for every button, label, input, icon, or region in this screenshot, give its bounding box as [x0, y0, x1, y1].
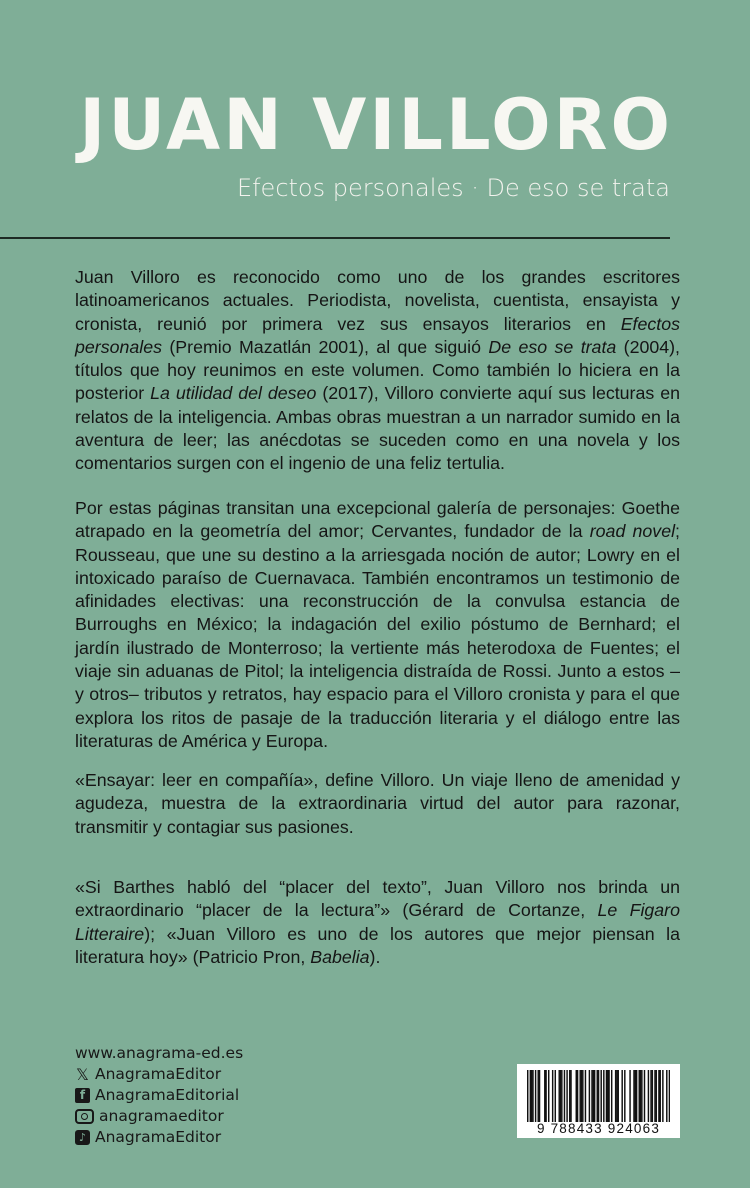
- facebook-handle: AnagramaEditorial: [95, 1086, 240, 1104]
- barcode-bar: [593, 1070, 594, 1122]
- isbn-number: 9 788433 924063: [536, 1121, 661, 1136]
- barcode-bar: [658, 1070, 659, 1122]
- barcode-bar: [650, 1070, 651, 1122]
- barcode-bar: [591, 1070, 592, 1122]
- barcode-bar: [603, 1070, 604, 1122]
- barcode-bar: [579, 1070, 580, 1122]
- barcode-bar: [615, 1070, 616, 1122]
- barcode-bar: [635, 1070, 636, 1122]
- barcode-bar: [600, 1070, 601, 1122]
- instagram-handle: anagramaeditor: [99, 1107, 224, 1125]
- x-icon: 𝕏: [76, 1065, 89, 1084]
- barcode-bar: [561, 1070, 562, 1122]
- barcode-bar: [538, 1070, 539, 1122]
- barcode-bar: [669, 1070, 670, 1122]
- instagram-icon: [75, 1109, 94, 1124]
- x-handle: AnagramaEditor: [95, 1065, 222, 1083]
- barcode-bar: [566, 1070, 567, 1122]
- barcode-bar: [564, 1070, 565, 1122]
- barcode-bar: [660, 1070, 661, 1122]
- publisher-contacts: [75, 1043, 243, 1148]
- barcode-bar: [597, 1070, 598, 1122]
- barcode-bar: [662, 1070, 663, 1122]
- barcode-bar: [532, 1070, 533, 1122]
- barcode-bar: [589, 1070, 590, 1122]
- barcode-bar: [577, 1070, 578, 1122]
- barcode-bar: [582, 1070, 583, 1122]
- barcode-bar: [621, 1070, 622, 1122]
- facebook-account[interactable]: [75, 1085, 243, 1106]
- barcode-bar: [531, 1070, 532, 1122]
- barcode-bar: [539, 1070, 540, 1122]
- barcode-bar: [570, 1070, 571, 1122]
- author-name: JUAN VILLORO: [79, 84, 673, 166]
- barcode-bar: [648, 1070, 649, 1122]
- barcode-bar: [641, 1070, 642, 1122]
- isbn-barcode: [517, 1064, 680, 1138]
- barcode-bar: [598, 1070, 599, 1122]
- tiktok-account[interactable]: [75, 1127, 243, 1148]
- barcode-bar: [581, 1070, 582, 1122]
- barcode-bar: [633, 1070, 634, 1122]
- x-account[interactable]: [75, 1064, 243, 1085]
- barcode-bar: [636, 1070, 637, 1122]
- barcode-bar: [544, 1070, 545, 1122]
- barcode-bar: [569, 1070, 570, 1122]
- barcode-bar: [560, 1070, 561, 1122]
- barcode-bar: [639, 1070, 640, 1122]
- barcode-bar: [644, 1070, 645, 1122]
- press-quotes: «Si Barthes habló del “placer del texto”, Juan Villoro nos brinda un extraordinario “placer de la lectura”» (Gérard de Cortanze, Le Figaro Litteraire); «Juan Villoro es uno de los autores que mejor piensan la literatura hoy» (Patricio Pron, Babelia).: [75, 877, 680, 967]
- facebook-icon: f: [75, 1088, 90, 1103]
- barcode-bar: [640, 1070, 641, 1122]
- barcode-bar: [656, 1070, 657, 1122]
- barcode-bar: [535, 1070, 536, 1122]
- barcode-bar: [607, 1070, 608, 1122]
- barcode-bar: [576, 1070, 577, 1122]
- website-label: www.anagrama-ed.es: [75, 1044, 244, 1062]
- instagram-account[interactable]: [75, 1106, 243, 1127]
- website-link[interactable]: [75, 1043, 243, 1064]
- barcode-bar: [585, 1070, 586, 1122]
- barcode-bar: [530, 1070, 531, 1122]
- barcode-bar: [618, 1070, 619, 1122]
- barcode-bars: [527, 1070, 670, 1122]
- barcode-bar: [666, 1070, 667, 1122]
- barcode-bar: [548, 1070, 549, 1122]
- synopsis-paragraph-2: Por estas páginas transitan una excepcional galería de personajes: Goethe atrapado en la geometría del amor; Cervantes, fundador de la road novel; Rousseau, que une su destino a la arriesgada noción de autor; Lowry en el intoxicado paraíso de Cuernavaca. También encontramos un testimonio de afinidades electivas: una reconstrucción de la convulsa estancia de Burroughs en México; la indagación del exilio póstumo de Bernhard; el jardín ilustrado de Monterroso; la vertiente más heterodoxa de Fuentes; el viaje sin aduanas de Pitol; la inteligencia distraída de Rossi. Junto a estos –y otros– tributos y retratos, hay espacio para el Villoro cronista y para el que explora los ritos de pasaje de la traducción literaria y el diálogo entre las literaturas de América y Europa.: [75, 498, 680, 751]
- barcode-bar: [545, 1070, 546, 1122]
- barcode-bar: [652, 1070, 653, 1122]
- barcode-bar: [654, 1070, 655, 1122]
- barcode-bar: [594, 1070, 595, 1122]
- barcode-bar: [629, 1070, 630, 1122]
- barcode-bar: [555, 1070, 556, 1122]
- barcode-bar: [552, 1070, 553, 1122]
- barcode-bar: [606, 1070, 607, 1122]
- barcode-bar: [624, 1070, 625, 1122]
- synopsis-paragraph-1: Juan Villoro es reconocido como uno de los grandes escritores latinoamericanos actuales. Periodista, novelista, cuentista, ensayista y cronista, reunió por primera vez sus ensayos literarios en Efectos personales (Premio Mazatlán 2001), al que siguió De eso se trata (2004), títulos que hoy reunimos en este volumen. Como también lo hiciera en la posterior La utilidad del deseo (2017), Villoro convierte aquí sus lecturas en relatos de la inteligencia. Ambas obras muestran a un narrador sumido en la aventura de leer; las anécdotas se suceden como en una novela y los comentarios surgen con el ingenio de una feliz tertulia.: [75, 267, 681, 474]
- synopsis-paragraph-3: «Ensayar: leer en compañía», define Villoro. Un viaje lleno de amenidad y agudeza, muestra de la extraordinaria virtud del autor para razonar, transmitir y contagiar sus pasiones.: [75, 770, 680, 837]
- tiktok-icon: ♪: [75, 1130, 90, 1145]
- divider-line: [0, 237, 670, 239]
- barcode-bar: [527, 1070, 528, 1122]
- barcode-bar: [611, 1070, 612, 1122]
- barcode-bar: [616, 1070, 617, 1122]
- barcode-bar: [558, 1070, 559, 1122]
- tiktok-handle: AnagramaEditor: [95, 1128, 222, 1146]
- barcode-bar: [608, 1070, 609, 1122]
- book-subtitle: Efectos personales · De eso se trata: [236, 174, 670, 202]
